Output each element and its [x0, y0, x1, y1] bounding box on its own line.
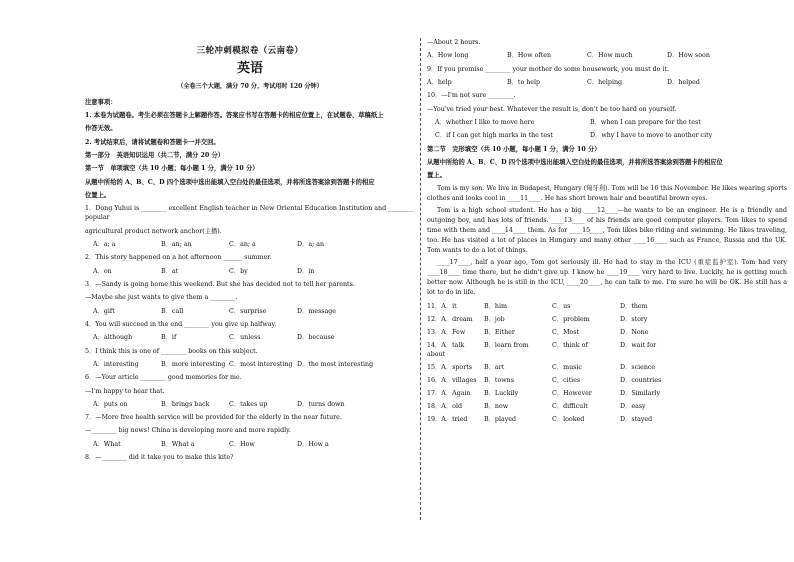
question-8: 8．—________ did it take you to make this kite? [85, 454, 234, 462]
option: C．an; a [229, 241, 256, 249]
question-6-cont: —I'm happy to hear that. [85, 387, 165, 395]
option: D．easy [620, 402, 646, 410]
question-5: 5．I think this is one of ________ books on this subject. [85, 347, 258, 355]
option: D．because [297, 334, 335, 342]
option: C．cities [552, 376, 581, 384]
exam-title: 三轮冲刺模拟卷（云南卷） [196, 45, 304, 55]
notice-heading: 注意事项： [85, 98, 117, 106]
option: C．most interesting [229, 360, 293, 368]
option: A．puts on [93, 400, 128, 408]
option: B．Either [484, 328, 515, 336]
right-column [427, 38, 787, 424]
option: D．a; an [297, 241, 325, 249]
question-10-options-ab [427, 118, 787, 127]
cloze-row [427, 328, 787, 337]
option: B．What a [161, 440, 195, 448]
option: B．an; an [161, 241, 192, 249]
option: 16．A．villages [427, 376, 477, 384]
option: B．more interesting [161, 360, 226, 368]
question-3-options [85, 307, 415, 316]
question-6-options [85, 400, 415, 409]
option: A．interesting [93, 360, 139, 368]
option: D．in [297, 267, 315, 275]
option: D．the most interesting [297, 360, 374, 368]
question-1-cont: agricultural product network anchor(主播). [85, 227, 222, 235]
option: A．What [93, 440, 121, 448]
option: D．why I have to move to another city [590, 132, 713, 140]
section1-heading: 第一节 单项填空（共 10 小题；每小题 1 分，满分 10 分） [85, 165, 259, 173]
option: C．How much [587, 52, 633, 60]
question-6: 6．—Your article ________ good memories for me. [85, 374, 242, 382]
option: B．at [161, 267, 179, 275]
score-note: （全卷三个大题，满分 70 分，考试用时 120 分钟） [177, 83, 323, 91]
option: 19．A．tried [427, 415, 468, 423]
option: A．gift [93, 307, 115, 315]
section2-instruction: 从题中所给的 A、B、C、D 四个选项中选出能填入空白处的最佳选项，并将所选答案涂到答题卡的相应位 [427, 158, 723, 166]
option: B．to help [507, 78, 541, 86]
option: 18．A．old [427, 402, 462, 410]
cloze-passage [427, 184, 787, 298]
part1-heading: 第一部分 英语知识运用（共二节，满分 20 分） [85, 152, 225, 160]
cloze-row [427, 402, 787, 411]
option: D．How a [297, 440, 329, 448]
option: A．although [93, 334, 133, 342]
section1-instruction-cont: 位置上。 [85, 192, 111, 200]
option: A．help [427, 78, 452, 86]
option: D．stayed [620, 415, 653, 423]
question-8-cont: —About 2 hours. [427, 39, 481, 46]
option: D．countries [620, 376, 662, 384]
option: B．him [484, 303, 507, 311]
option: 15．A．sports [427, 363, 472, 371]
option: B．played [484, 415, 517, 423]
cloze-row [427, 389, 787, 398]
option: A．whether I like to move here [435, 118, 535, 126]
notice-1-cont: 作答无效。 [85, 125, 117, 133]
option: C．us [552, 303, 571, 311]
question-4: 4．You will succeed in the end ________ you give up halfway. [85, 320, 277, 328]
option: C．Most [552, 328, 580, 336]
option: B．job [484, 316, 505, 324]
option: D．turns down [297, 400, 345, 408]
option: C．How [229, 440, 255, 448]
question-7: 7．—More free health service will be provided for the elderly in the near future. [85, 414, 342, 422]
question-1: 1．Dong Yuhui is ________ excellent English teacher in New Oriental Education Institution and ________ popular [85, 205, 414, 222]
option: D．helped [667, 78, 700, 86]
option: D．None [620, 328, 649, 336]
section2-heading: 第二节 完形填空（共 10 小题，每小题 1 分，满分 10 分） [427, 145, 601, 153]
notice-1: 1. 本卷为试题卷。考生必须在答题卡上解题作答。答案应书写在答题卡的相应位置上，在试题卷、草稿纸上 [85, 112, 384, 120]
left-column [85, 38, 415, 462]
option: 13．A．Few [427, 328, 466, 336]
question-10-options-cd [427, 131, 787, 140]
cloze-row [427, 415, 787, 424]
question-3: 3．—Sandy is going home this weekend. But she has decided not to tell her parents. [85, 281, 355, 289]
passage-paragraph-2: Tom is a high school student. He has a big ____12____—he wants to be an engineer. He is a friendly and outgoing boy, and has lots of friends. ____13____ of his friends are good computer players. Tom likes to spend time with them and ____14____ them. As for ____15____, Tom likes bike riding and swimming. He likes traveling, too. He has visited a lot of places in Hungary and many other ____16____ such as France, Russia and the UK. Tom wants to do a lot of things. [427, 206, 787, 255]
question-2-options [85, 267, 415, 276]
option: C．However [552, 389, 592, 397]
option: C．problem [552, 316, 590, 324]
question-9: 9．If you promise ________ your mother do some housework, you must do it. [427, 65, 669, 73]
question-10-cont: —You've tried your best. Whatever the result is, don't be too hard on yourself. [427, 105, 677, 113]
question-8-options [427, 51, 787, 60]
option: B．learn from [484, 341, 529, 349]
option: B．Luckily [484, 389, 519, 397]
cloze-row [427, 341, 787, 359]
section2-instruction-cont: 置上。 [427, 172, 446, 180]
option: B．call [161, 307, 184, 315]
option: D．How soon [667, 52, 710, 60]
option: D．them [620, 303, 648, 311]
option: A．How long [427, 52, 469, 60]
option: B．when I can prepare for the test [590, 118, 701, 126]
question-10: 10．—I'm not sure ________. [427, 92, 516, 100]
passage-paragraph-3: ____17____, half a year ago, Tom got seriously ill. He had to stay in the ICU (重症监护室). Tom had very ____18____ time there, but he didn't give up. I know he ____19____ very hard to live. Luckily, he is getting much better now. Although he is still in the ICU, ____20____, he can talk to me. I'm sure he will be OK. He still has a lot to do in life. [427, 258, 787, 297]
question-1-options [85, 240, 415, 249]
question-7-cont: —________ big news! China is developing more and more rapidly. [85, 427, 291, 435]
question-9-options [427, 78, 787, 87]
option: 11．A．it [427, 303, 457, 311]
option: D．message [297, 307, 337, 315]
cloze-row [427, 376, 787, 385]
option: C．by [229, 267, 248, 275]
option: C．music [552, 363, 582, 371]
option: C．takes up [229, 400, 268, 408]
option: A．on [93, 267, 112, 275]
option: 14．A．talk about [427, 341, 465, 358]
option: C．difficult [552, 402, 588, 410]
passage-paragraph-1: Tom is my son. We live in Budapest, Hungary (匈牙利). Tom will be 16 this November. He likes wearing sports clothes and looks cool in ____11____. He has short brown hair and beautiful brown eyes. [427, 185, 787, 203]
option: B．if [161, 334, 177, 342]
question-4-options [85, 333, 415, 342]
subject-title: 英语 [236, 61, 263, 77]
cloze-row [427, 363, 787, 372]
option: B．brings back [161, 400, 210, 408]
option: B．art [484, 363, 505, 371]
option: C．surprise [229, 307, 267, 315]
option: C．helping [587, 78, 623, 86]
option: C．unless [229, 334, 261, 342]
question-5-options [85, 360, 415, 369]
cloze-options [427, 302, 787, 424]
option: 17．A．Again [427, 389, 471, 397]
option: B．towns [484, 376, 514, 384]
notice-2: 2. 考试结束后，请将试题卷和答题卡一并交回。 [85, 138, 220, 146]
option: C．if I can get high marks in the test [435, 132, 553, 140]
option: D．wait for [620, 341, 657, 349]
option: B．new [484, 402, 509, 410]
cloze-row [427, 302, 787, 311]
option: D．Similarly [620, 389, 661, 397]
question-3-cont: —Maybe she just wants to give them a ________. [85, 294, 238, 302]
option: B．How often [507, 52, 552, 60]
option: C．looked [552, 415, 585, 423]
option: A．a; a [93, 241, 116, 249]
section1-instruction: 从题中所给的 A、B、C、D 四个选项中选出能填入空白处的最佳选项，并将所选答案涂到答题卡的相应 [85, 178, 375, 186]
question-7-options [85, 440, 415, 449]
column-divider [420, 38, 421, 520]
option: 12．A．dream [427, 316, 473, 324]
question-2: 2．This story happened on a hot afternoon ______ summer. [85, 254, 272, 262]
option: D．story [620, 316, 648, 324]
cloze-row [427, 315, 787, 324]
option: D．science [620, 363, 656, 371]
option: C．think of [552, 341, 588, 349]
